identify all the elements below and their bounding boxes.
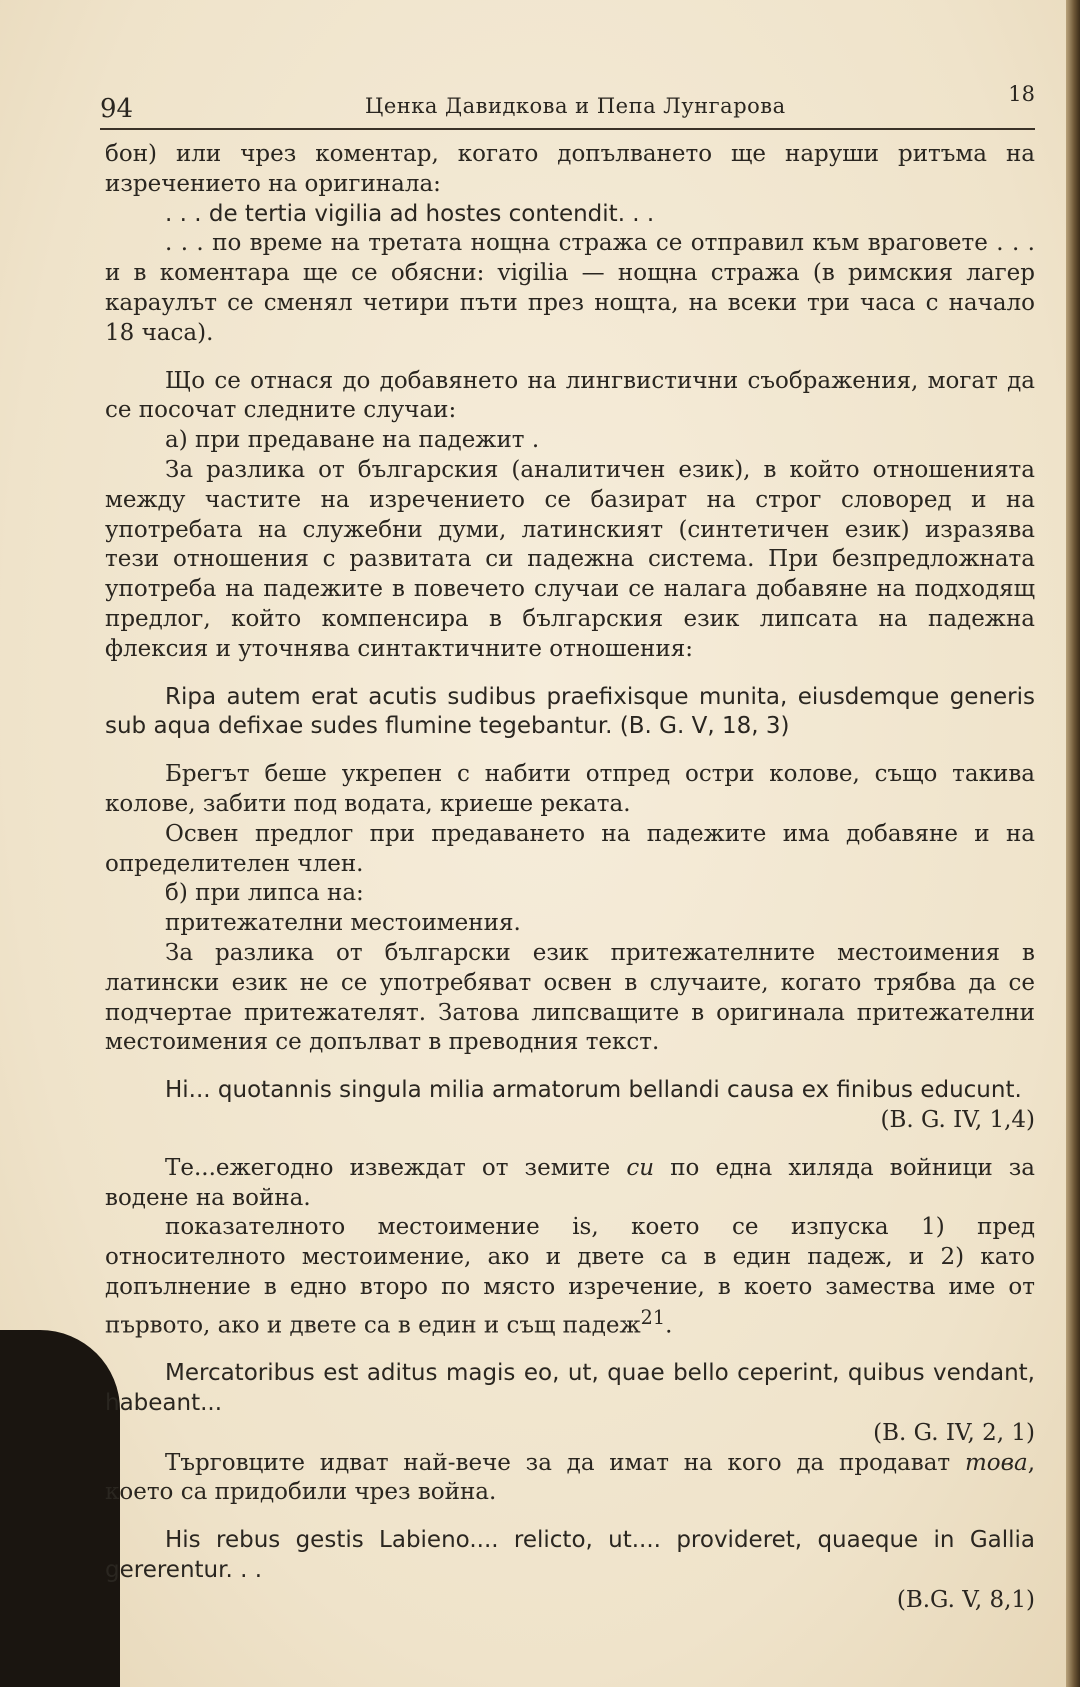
citation: (B. G. IV, 1,4) <box>880 1106 1035 1133</box>
translation <box>105 1449 1035 1509</box>
page-edge <box>1066 0 1080 1687</box>
paragraph: Що се отнася до добавянето на лингвистични съображения, могат да се посочат следните случаи: <box>105 367 1035 424</box>
translation: Брегът беше укрепен с набити отпред остри колове, също такива колове, забити под водата, криеше реката. <box>105 761 1035 817</box>
latin-quote: . . . de tertia vigilia ad hostes contendit. . . <box>165 200 655 227</box>
list-item: а) при предаване на падежит . <box>165 427 540 454</box>
added-word: си <box>626 1154 655 1181</box>
footnote-ref: 21 <box>640 1305 666 1329</box>
paragraph: показателното местоимение is, което се изпуска 1) пред относителното местоимение, ако и двете са в един падеж, и 2) като допълнение в едно второ по място изречение, в което замества име от първото, ако и двете са в един и същ падеж$^{21}$. <box>105 1214 1035 1339</box>
paragraph: За разлика от българския (аналитичен език), в който отношенията между частите на изречението се базират на строг словоред и на употребата на служебни думи, латинският (синтетичен език) изразява тези отношения с развитата си падежна система. При безпредложната употреба на падежите в повечето случаи се налага добавяне на подходящ предлог, който компенсира в българския език липсата на падежна флексия и уточнява синтактичните отношения: <box>105 456 1035 662</box>
translation-text: Те...ежегодно извеждат от земите <box>165 1154 611 1181</box>
running-title: Ценка Давидкова и Пепа Лунгарова <box>365 94 786 118</box>
latin-quote: Hi... quotannis singula milia armatorum bellandi causa ex finibus educunt. <box>165 1077 1022 1104</box>
header-rule <box>100 128 1035 130</box>
translation-text: Търговците идват най-вече за да имат на кого да продават <box>165 1449 951 1476</box>
added-word: това <box>964 1449 1028 1476</box>
translation-text: по една хиляда войници за водене на война. <box>105 1154 1036 1211</box>
citation: (B.G. V, 8,1) <box>896 1586 1035 1613</box>
latin-quote: Ripa autem erat acutis sudibus praefixisque munita, eiusdemque generis sub aqua defixae sudes flumine tegebantur. (B. G. V, 18, 3) <box>105 683 1035 740</box>
page-number: 94 <box>100 94 134 124</box>
paragraph-text: показателното местоимение is, което се изпуска 1) пред относителното местоимение, ако и двете са в един падеж, и 2) като допълнение в едно второ по място изречение, в което замества име от първото, ако и двете са в един и същ падеж <box>105 1214 1035 1339</box>
translation-text: , което са придобили чрез война. <box>105 1449 1036 1506</box>
paragraph: За разлика от български език притежателните местоимения в латински език не се употребяват освен в случаите, когато трябва да се подчертае притежателят. Затова липсващите в оригинала притежателни местоимения се допълват в преводния текст. <box>105 939 1035 1056</box>
translation <box>105 1154 1035 1214</box>
finger-shadow <box>0 1330 120 1687</box>
latin-quote: His rebus gestis Labieno.... relicto, ut.... provideret, quaeque in Gallia gererentur. . . <box>105 1527 1035 1583</box>
page-body <box>105 140 1035 1616</box>
running-header <box>100 82 1035 126</box>
paragraph: Освен предлог при предаването на падежите има добавяне и на определителен член. <box>105 820 1035 877</box>
list-item: притежателни местоимения. <box>165 910 521 937</box>
signature-mark: 18 <box>1008 82 1035 106</box>
paragraph: бон) или чрез коментар, когато допълването ще наруши ритъма на изречението на оригинала: <box>105 141 1035 197</box>
list-item: б) при липса на: <box>165 880 364 907</box>
latin-quote: Mercatoribus est aditus magis eo, ut, quae bello ceperint, quibus vendant, habeant... <box>105 1360 1035 1416</box>
citation: (B. G. IV, 2, 1) <box>873 1419 1035 1446</box>
paragraph: . . . по време на третата нощна стража се отправил към враговете . . . и в коментара ще се обясни: vigilia — нощна стража (в римския лагер караулът се сменял четири пъти през нощта, на всеки три часа с начало 18 часа). <box>105 230 1035 346</box>
